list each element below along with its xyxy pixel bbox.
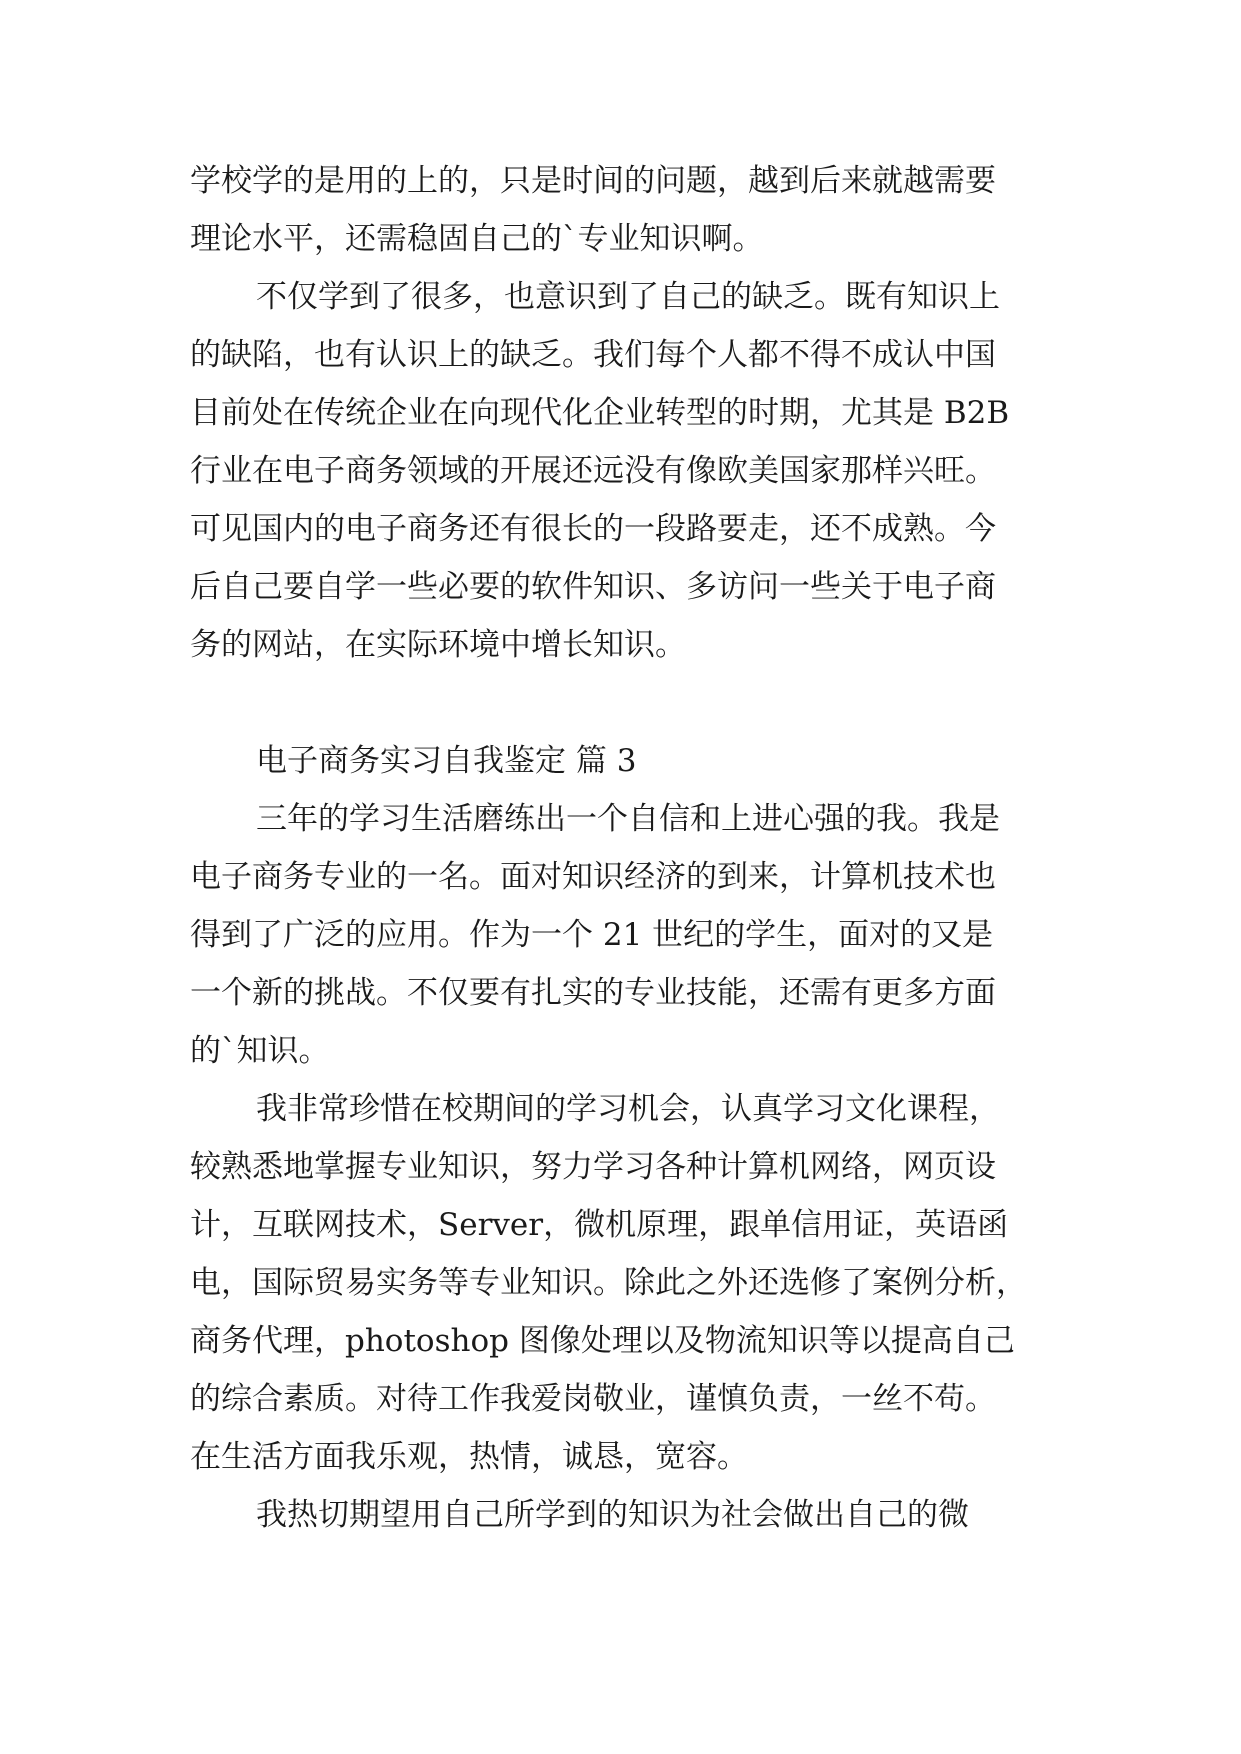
text-line: 在生活方面我乐观，热情，诚恳，宽容。 [190,1439,748,1475]
text-line: 一个新的挑战。不仅要有扎实的专业技能，还需有更多方面 [190,975,996,1011]
paragraph [190,268,1055,674]
text-line: 的缺陷，也有认识上的缺乏。我们每个人都不得不成认中国 [190,337,996,373]
text-line: 的`知识。 [190,1033,330,1069]
text-line: 不仅学到了很多，也意识到了自己的缺乏。既有知识上 [256,279,1000,315]
text-line: 我热切期望用自己所学到的知识为社会做出自己的微 [256,1497,969,1533]
paragraph [190,1080,1055,1486]
paragraph [190,1486,1055,1544]
text-line: 三年的学习生活磨练出一个自信和上进心强的我。我是 [256,801,1000,837]
text-line: 目前处在传统企业在向现代化企业转型的时期，尤其是 B2B [190,395,1010,431]
text-line: 后自己要自学一些必要的软件知识、多访问一些关于电子商 [190,569,996,605]
text-line: 得到了广泛的应用。作为一个 21 世纪的学生，面对的又是 [190,917,994,953]
paragraph [190,790,1055,1080]
section-heading: 电子商务实习自我鉴定 篇 3 [256,743,637,779]
text-line: 较熟悉地掌握专业知识，努力学习各种计算机网络，网页设 [190,1149,996,1185]
text-line: 商务代理，photoshop 图像处理以及物流知识等以提高自己 [190,1323,1015,1359]
text-line: 可见国内的电子商务还有很长的一段路要走，还不成熟。今 [190,511,996,547]
text-line: 计，互联网技术，Server，微机原理，跟单信用证，英语函 [190,1207,1009,1243]
text-line: 电子商务专业的一名。面对知识经济的到来，计算机技术也 [190,859,996,895]
paragraph [190,152,1055,268]
text-line: 理论水平，还需稳固自己的`专业知识啊。 [190,221,764,257]
text-line: 务的网站，在实际环境中增长知识。 [190,627,686,663]
text-line: 我非常珍惜在校期间的学习机会，认真学习文化课程， [256,1091,1000,1127]
text-line: 的综合素质。对待工作我爱岗敬业，谨慎负责，一丝不苟。 [190,1381,996,1417]
text-line: 电，国际贸易实务等专业知识。除此之外还选修了案例分析， [190,1265,1027,1301]
text-line: 行业在电子商务领域的开展还远没有像欧美国家那样兴旺。 [190,453,996,489]
paragraph-spacer [190,674,1055,732]
document-body [190,152,1055,1544]
text-line: 学校学的是用的上的，只是时间的问题，越到后来就越需要 [190,163,996,199]
